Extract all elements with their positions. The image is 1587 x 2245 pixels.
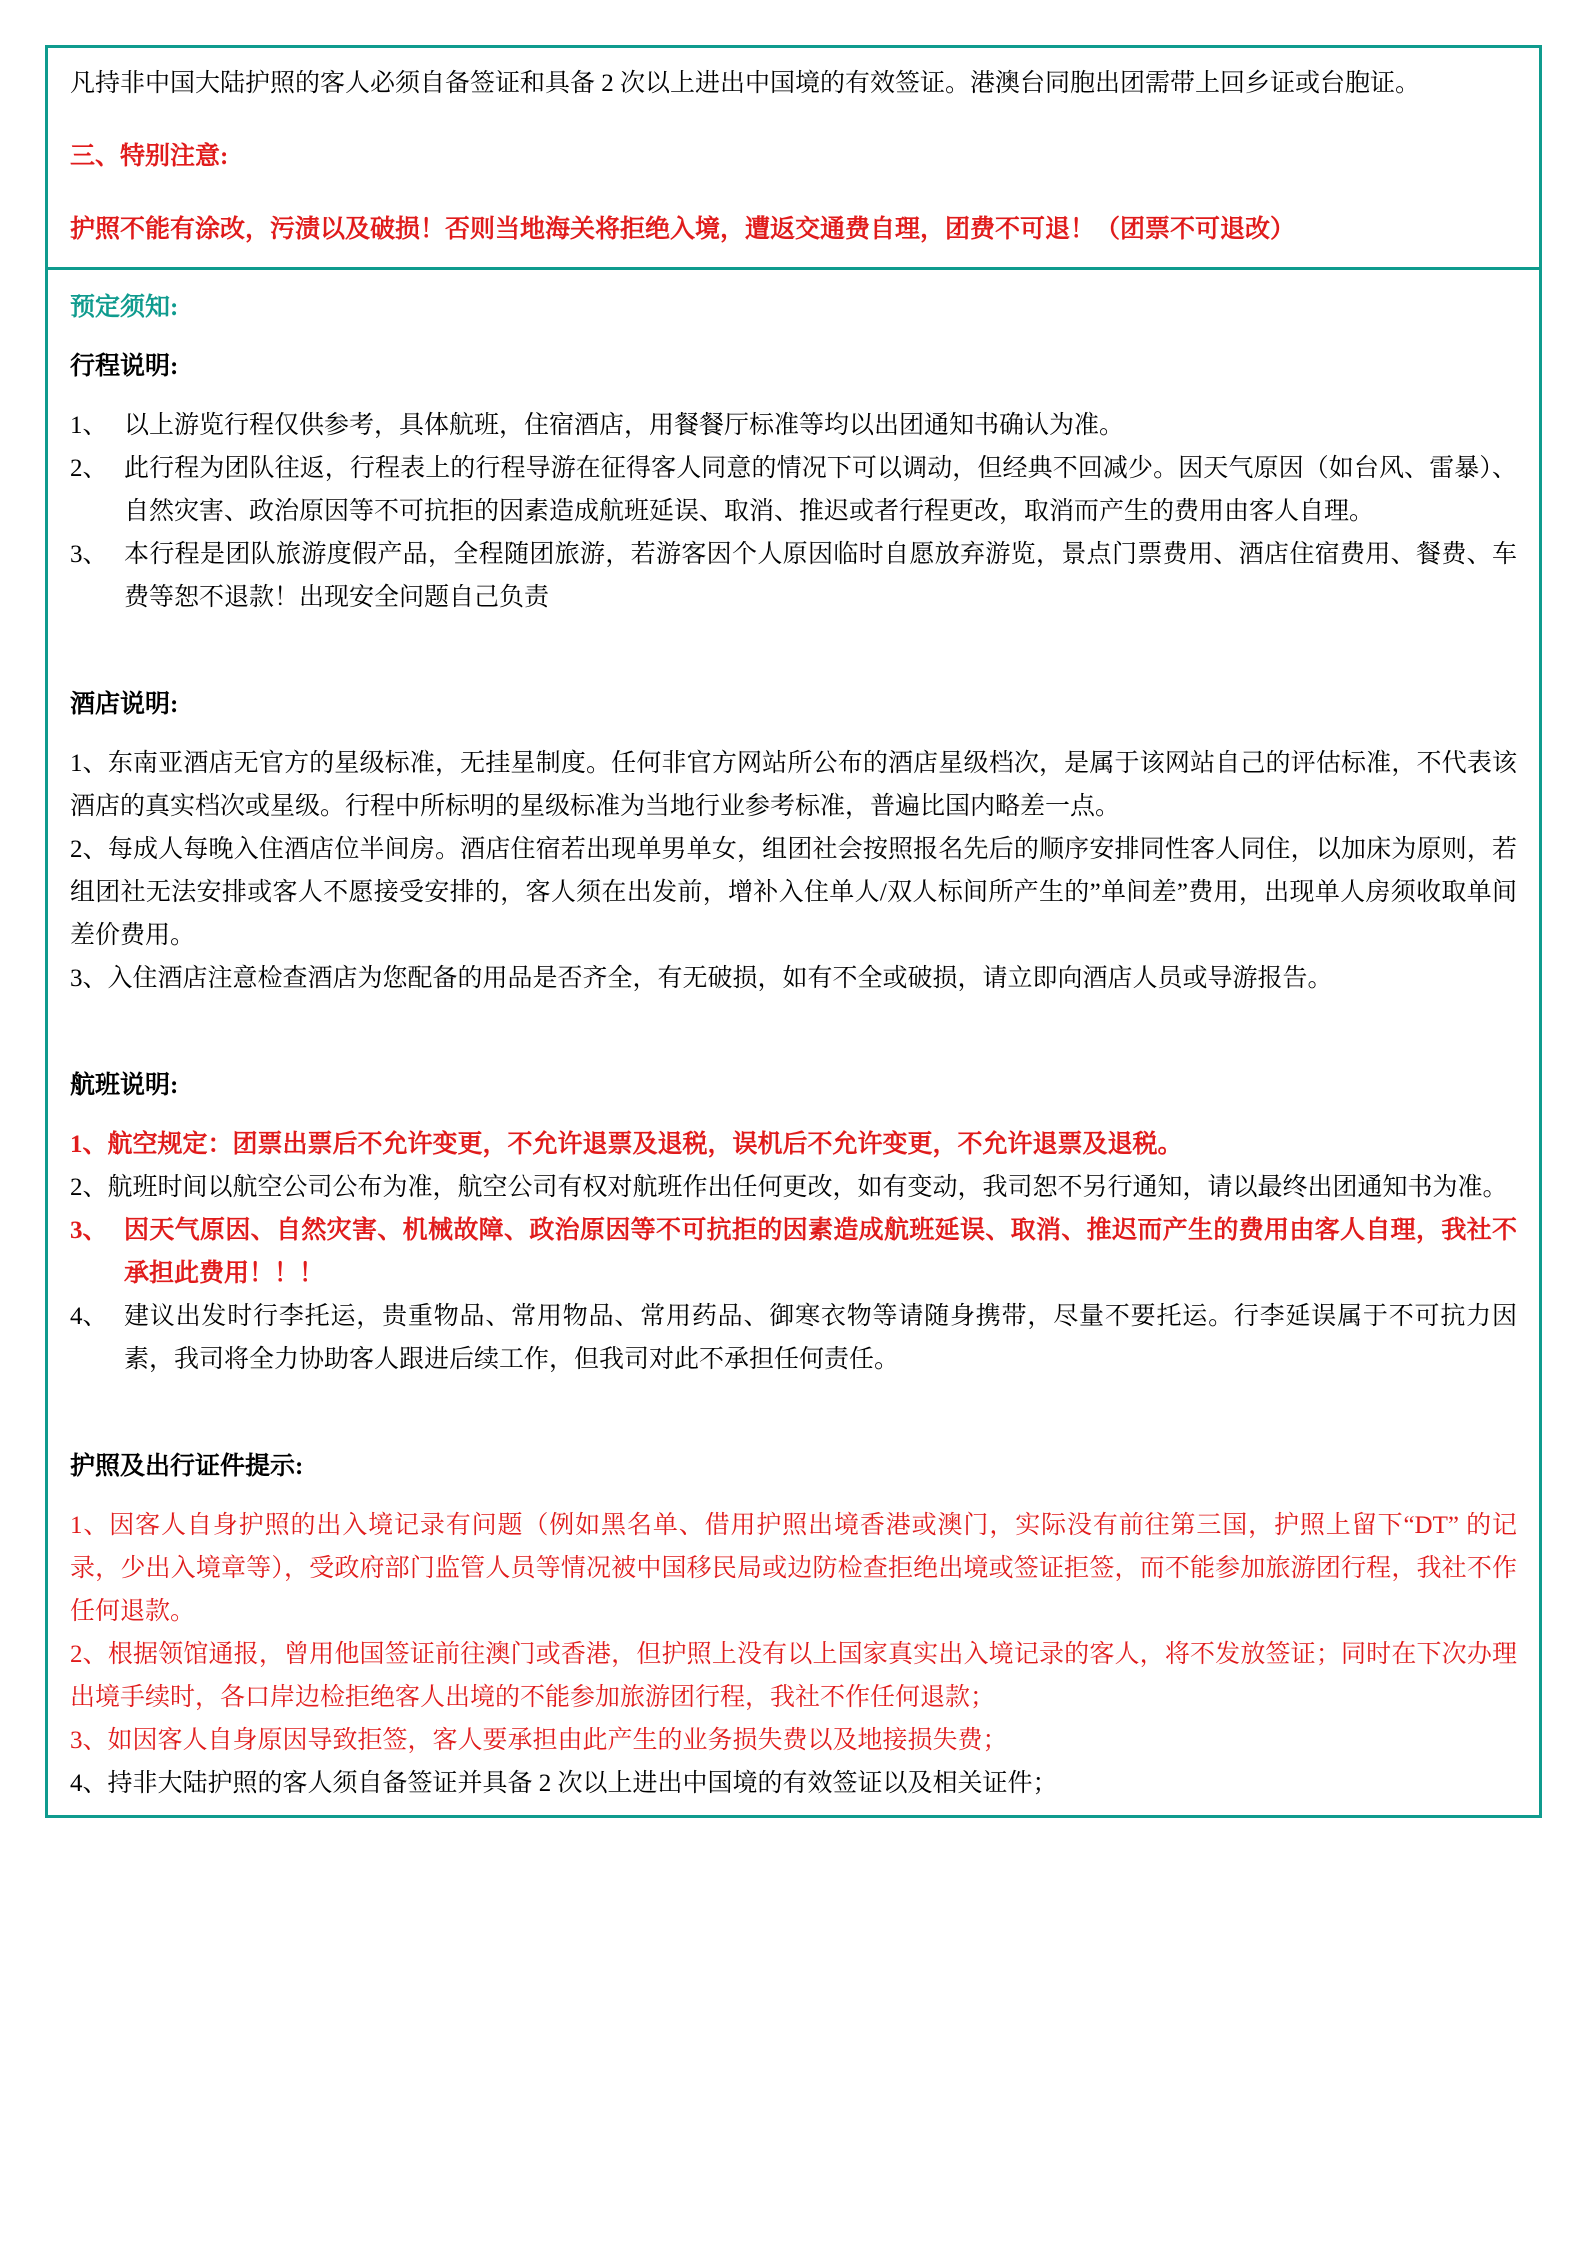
list-item — [70, 447, 1517, 533]
passport-item-4: 4、持非大陆护照的客人须自备签证并具备 2 次以上进出中国境的有效签证以及相关证件； — [70, 1770, 1058, 1797]
list-text: 此行程为团队往返，行程表上的行程导游在征得客人同意的情况下可以调动，但经典不回减少。因天气原因（如台风、雷暴）、自然灾害、政治原因等不可抗拒的因素造成航班延误、取消、推迟或者行程更改，取消而产生的费用由客人自理。 — [124, 455, 1517, 525]
spacer — [70, 388, 1517, 404]
itinerary-heading: 行程说明: — [70, 353, 179, 380]
hotel-item-3: 3、入住酒店注意检查酒店为您配备的用品是否齐全，有无破损，如有不全或破损，请立即向酒店人员或导游报告。 — [70, 965, 1333, 992]
list-marker: 2、 — [70, 455, 108, 482]
passport-item-1: 1、因客人自身护照的出入境记录有问题（例如黑名单、借用护照出境香港或澳门，实际没有前往第三国，护照上留下“DT” 的记录，少出入境章等），受政府部门监管人员等情况被中国移民局或边防检查拒绝出境或签证拒签，而不能参加旅游团行程，我社不作任何退款。 — [70, 1512, 1517, 1625]
flight-item-2: 2、航班时间以航空公司公布为准，航空公司有权对航班作出任何更改，如有变动，我司恕不另行通知，请以最终出团通知书为准。 — [70, 1174, 1508, 1201]
spacer — [70, 105, 1517, 135]
list-marker: 1、 — [70, 412, 108, 439]
special-attention-box — [45, 45, 1542, 270]
list-marker: 3、 — [70, 1217, 108, 1244]
booking-notice-heading: 预定须知: — [70, 294, 179, 321]
list-marker: 3、 — [70, 541, 108, 568]
spacer — [70, 1107, 1517, 1123]
flight-heading: 航班说明: — [70, 1072, 179, 1099]
list-item — [70, 404, 1517, 447]
flight-item-3 — [70, 1209, 1517, 1295]
passport-item-3: 3、如因客人自身原因导致拒签，客人要承担由此产生的业务损失费以及地接损失费； — [70, 1727, 1008, 1754]
visa-notice-text: 凡持非中国大陆护照的客人必须自备签证和具备 2 次以上进出中国境的有效签证。港澳台同胞出团需带上回乡证或台胞证。 — [70, 70, 1421, 97]
list-text: 建议出发时行李托运，贵重物品、常用物品、常用药品、御寒衣物等请随身携带，尽量不要托运。行李延误属于不可抗力因素，我司将全力协助客人跟进后续工作，但我司对此不承担任何责任。 — [124, 1303, 1517, 1373]
spacer — [70, 1488, 1517, 1504]
list-text: 以上游览行程仅供参考，具体航班，住宿酒店，用餐餐厅标准等均以出团通知书确认为准。 — [124, 412, 1125, 439]
passport-heading: 护照及出行证件提示: — [70, 1453, 304, 1480]
special-attention-heading: 三、特别注意: — [70, 143, 229, 170]
spacer — [70, 1000, 1517, 1064]
spacer — [70, 329, 1517, 345]
hotel-item-2: 2、每成人每晚入住酒店位半间房。酒店住宿若出现单男单女，组团社会按照报名先后的顺序安排同性客人同住，以加床为原则，若组团社无法安排或客人不愿接受安排的，客人须在出发前，增补入住单人/双人标间所产生的”单间差”费用，出现单人房须收取单间差价费用。 — [70, 836, 1517, 949]
flight-item-4 — [70, 1295, 1517, 1381]
spacer — [70, 178, 1517, 208]
booking-notice-box — [45, 270, 1542, 1818]
list-text: 本行程是团队旅游度假产品，全程随团旅游，若游客因个人原因临时自愿放弃游览，景点门票费用、酒店住宿费用、餐费、车费等恕不退款！出现安全问题自己负责 — [124, 541, 1517, 611]
spacer — [70, 1381, 1517, 1445]
flight-item-1: 1、航空规定：团票出票后不允许变更，不允许退票及退税，误机后不允许变更，不允许退票及退税。 — [70, 1131, 1183, 1158]
list-text: 因天气原因、自然灾害、机械故障、政治原因等不可抗拒的因素造成航班延误、取消、推迟而产生的费用由客人自理，我社不承担此费用！！！ — [124, 1217, 1517, 1287]
spacer — [70, 726, 1517, 742]
hotel-item-1: 1、东南亚酒店无官方的星级标准，无挂星制度。任何非官方网站所公布的酒店星级档次，是属于该网站自己的评估标准，不代表该酒店的真实档次或星级。行程中所标明的星级标准为当地行业参考标准，普遍比国内略差一点。 — [70, 750, 1517, 820]
special-attention-text: 护照不能有涂改，污渍以及破损！否则当地海关将拒绝入境，遭返交通费自理，团费不可退！（团票不可退改） — [70, 216, 1296, 243]
list-item — [70, 533, 1517, 619]
passport-item-2: 2、根据领馆通报，曾用他国签证前往澳门或香港，但护照上没有以上国家真实出入境记录的客人，将不发放签证；同时在下次办理出境手续时，各口岸边检拒绝客人出境的不能参加旅游团行程，我社不作任何退款； — [70, 1641, 1517, 1711]
hotel-heading: 酒店说明: — [70, 691, 179, 718]
list-marker: 4、 — [70, 1303, 108, 1330]
spacer — [70, 619, 1517, 683]
